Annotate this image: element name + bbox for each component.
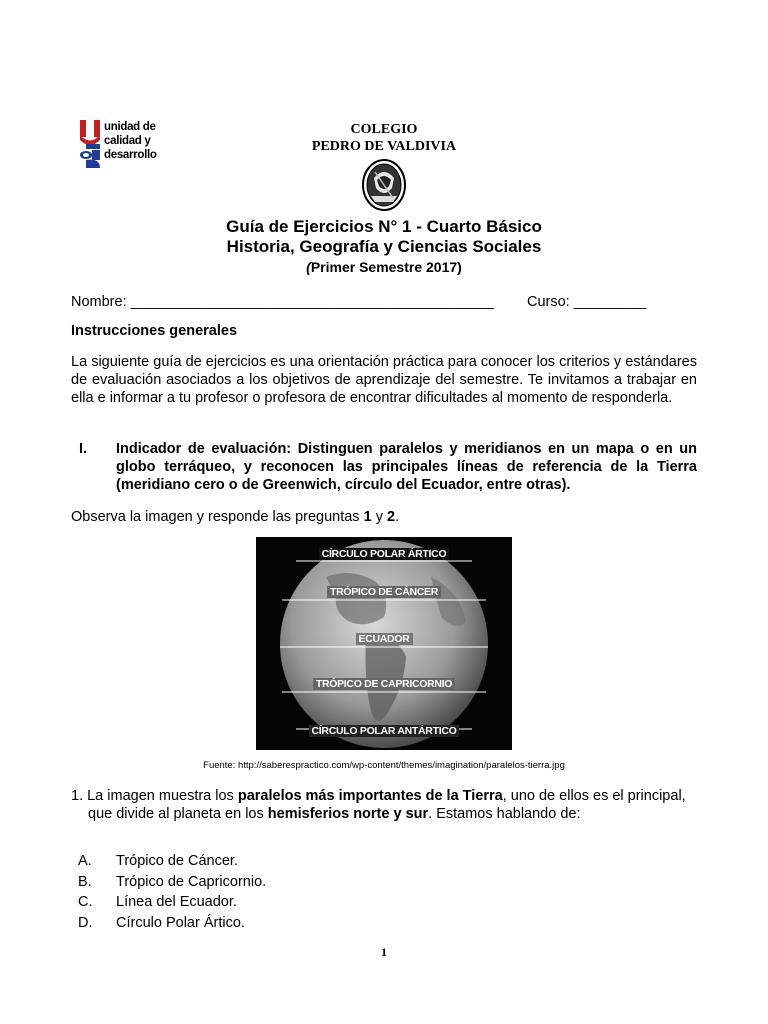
observe-and: y [371, 509, 387, 525]
antarctic-circle-label: CÍRCULO POLAR ANTÁRTICO [309, 725, 460, 737]
name-field[interactable] [71, 293, 494, 311]
course-label: Curso: [527, 294, 574, 310]
question-ref-1: 1 [363, 509, 372, 525]
question-number: 1. [71, 788, 84, 804]
course-blank[interactable]: _________ [573, 294, 647, 310]
option-c-text[interactable]: Línea del Ecuador. [116, 894, 237, 910]
page-number: 1 [381, 945, 387, 959]
arctic-circle-label: CÍRCULO POLAR ÁRTICO [319, 548, 450, 560]
subject-title: Historia, Geografía y Ciencias Sociales [226, 237, 542, 256]
semester-label [134, 259, 634, 275]
name-label: Nombre: [71, 294, 131, 310]
observe-period: . [395, 509, 400, 525]
option-c-letter: C. [78, 894, 93, 910]
question-text-4: . Estamos hablando de: [428, 806, 581, 822]
option-a-letter: A. [78, 853, 92, 869]
globe-image [256, 537, 512, 750]
semester-text: Primer Semestre 2017) [310, 259, 462, 275]
name-blank[interactable]: _____________________________________________ [130, 294, 494, 310]
option-d-letter: D. [78, 915, 93, 931]
tropic-capricorn-label: TRÓPICO DE CAPRICORNIO [313, 678, 455, 690]
question-bold-1: paralelos más importantes de la Tierra [237, 788, 503, 804]
question-1-line2 [88, 805, 708, 823]
option-b-text[interactable]: Trópico de Capricornio. [116, 874, 267, 890]
question-1 [71, 787, 711, 805]
equator-label: ECUADOR [356, 633, 413, 645]
question-ref-2: 2 [386, 509, 396, 525]
option-d-text[interactable]: Círculo Polar Ártico. [116, 915, 245, 931]
observe-text: Observa la imagen y responde las preguntas [71, 509, 364, 525]
crest-icon [361, 158, 407, 212]
observe-instruction [71, 508, 399, 526]
question-text-2: , uno de ellos es el principal, [502, 788, 686, 804]
tropic-cancer-label: TRÓPICO DE CÁNCER [327, 586, 441, 598]
logo-text: unidad de calidad y desarrollo [104, 121, 157, 162]
instructions-heading: Instrucciones generales [71, 323, 238, 339]
semester-paren: ( [306, 259, 311, 275]
question-text-3: que divide al planeta en los [88, 806, 268, 822]
guide-title: Guía de Ejercicios N° 1 - Cuarto Básico [226, 217, 542, 236]
option-a-text[interactable]: Trópico de Cáncer. [116, 853, 238, 869]
instructions-body: La siguiente guía de ejercicios es una orientación práctica para conocer los criterios y estándares de evaluación asociados a los objetivos de aprendizaje del semestre. Te invitamos a trabajar en ella e informar a tu profesor o profesora de encontrar dificultades al momento de responderla. [71, 354, 697, 406]
course-field[interactable] [527, 293, 646, 311]
question-bold-2: hemisferios norte y sur [267, 806, 429, 822]
evaluation-indicator: Indicador de evaluación: Distinguen paralelos y meridianos en un mapa o en un globo terráqueo, y reconocen las principales líneas de referencia de la Tierra (meridiano cero o de Greenwich, círculo del Ecuador, entre otras). [116, 441, 697, 493]
image-source: Fuente: http://saberespractico.com/wp-content/themes/imagination/paralelos-tierra.jpg [203, 760, 565, 771]
school-name: PEDRO DE VALDIVIA [311, 139, 457, 154]
option-b-letter: B. [78, 874, 92, 890]
school-label: COLEGIO [350, 122, 418, 137]
question-text-1: La imagen muestra los [83, 788, 238, 804]
school-crest [361, 158, 407, 212]
section-numeral: I. [79, 441, 88, 457]
